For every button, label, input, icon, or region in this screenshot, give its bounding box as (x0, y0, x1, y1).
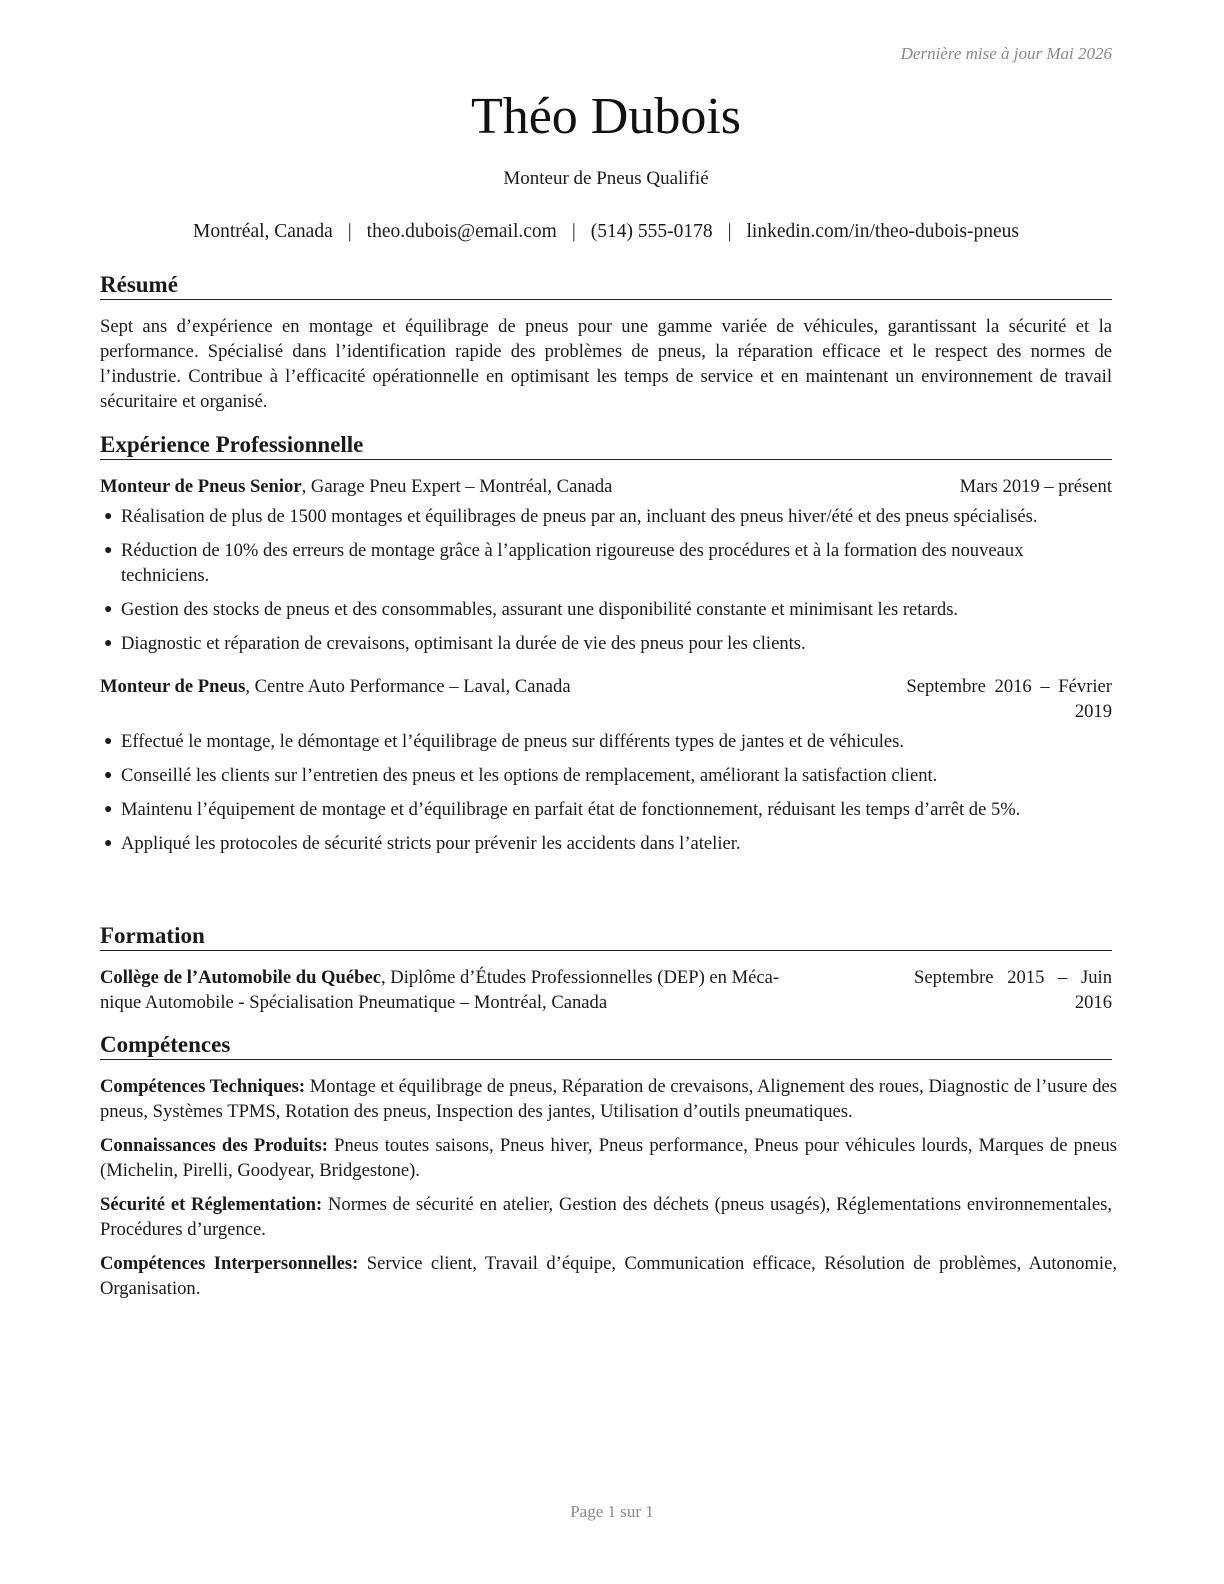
skill-group: Connaissances des Produits: Pneus toutes saisons, Pneus hiver, Pneus performance, Pneus pour véhicules lourds, Marques de pneus (Michelin, Pirelli, Goodyear, Bridgestone). (100, 1135, 1117, 1181)
bullet-icon: ● (104, 836, 113, 851)
skills-list (100, 1074, 1117, 1301)
education-details: Collège de l’Automobile du Québec, Diplôme d’Études Professionnelles (DEP) en Méca- nique Automobile - Spécialisation Pneumatique – Montréal, Canada (100, 967, 780, 1013)
summary-text: Sept ans d’expérience en montage et équilibrage de pneus pour une gamme variée de véhicules, garantissant la sécurité et la performance. Spécialisé dans l’identification rapide des problèmes de pneus, la réparation efficace et le respect des normes de l’industrie. Contribue à l’efficacité opérationnelle en optimisant les temps de service et en maintenant un environnement de travail sécuritaire et organisé. (100, 316, 1112, 412)
contact-linkedin[interactable]: linkedin.com/in/theo-dubois-pneus (746, 221, 1019, 242)
contact-phone: (514) 555-0178 (590, 221, 713, 242)
bullet-icon: ● (104, 602, 113, 617)
job-entry (100, 674, 1112, 856)
contact-separator: | (727, 221, 732, 242)
job-company: , Garage Pneu Expert – Montréal, Canada (301, 476, 613, 497)
school-name: Collège de l’Automobile du Québec (100, 967, 381, 988)
education-section (100, 922, 1112, 1015)
job-dates: Mars 2019 – présent (959, 476, 1112, 497)
list-item: ● Gestion des stocks de pneus et des consommables, assurant une disponibilité constante et minimisant les retards. (104, 599, 959, 620)
contact-separator: | (347, 221, 352, 242)
skills-section (100, 1031, 1117, 1310)
list-item: ● Conseillé les clients sur l’entretien des pneus et les options de remplacement, améliorant la satisfaction client. (104, 765, 938, 786)
list-item: ● Appliqué les protocoles de sécurité stricts pour prévenir les accidents dans l’atelier. (104, 833, 741, 854)
contact-email[interactable]: theo.dubois@email.com (366, 221, 557, 242)
section-heading: Formation (100, 922, 1112, 951)
education-entry (100, 965, 1112, 1015)
job-bullets (100, 729, 1112, 856)
bullet-icon: ● (104, 636, 113, 651)
list-item: ● Réalisation de plus de 1500 montages et équilibrages de pneus par an, incluant des pneus hiver/été et des pneus spécialisés. (104, 506, 1038, 527)
bullet-icon: ● (104, 543, 113, 558)
section-heading: Résumé (100, 271, 1112, 300)
contact-separator: | (571, 221, 576, 242)
skill-group: Sécurité et Réglementation: Normes de sécurité en atelier, Gestion des déchets (pneus usagés), Réglementations environnementales, Procédures d’urgence. (100, 1194, 1113, 1240)
bullet-icon: ● (104, 734, 113, 749)
list-item: ● Diagnostic et réparation de crevaisons, optimisant la durée de vie des pneus pour les clients. (104, 633, 806, 654)
section-heading: Compétences (100, 1031, 1112, 1060)
bullet-icon: ● (104, 802, 113, 817)
last-updated-date: Dernière mise à jour Mai 2026 (900, 44, 1112, 63)
bullet-icon: ● (104, 509, 113, 524)
page-number: Page 1 sur 1 (570, 1502, 654, 1521)
education-dates: Septembre 2015 – Juin 2016 (914, 967, 1112, 1013)
job-bullets (100, 504, 1112, 656)
job-entry (100, 474, 1112, 656)
candidate-title: Monteur de Pneus Qualifié (503, 168, 709, 189)
list-item: ● Réduction de 10% des erreurs de montage grâce à l’application rigoureuse des procédures et à la formation des nouveaux techniciens. (104, 540, 1024, 586)
job-role: Monteur de Pneus Senior (100, 476, 302, 497)
list-item: ● Maintenu l’équipement de montage et d’équilibrage en parfait état de fonctionnement, réduisant les temps d’arrêt de 5%. (104, 799, 1021, 820)
job-header (100, 474, 1112, 499)
contact-line (100, 219, 1112, 245)
contact-location: Montréal, Canada (193, 221, 333, 242)
bullet-icon: ● (104, 768, 113, 783)
job-header (100, 674, 1112, 724)
section-heading: Expérience Professionnelle (100, 431, 1112, 460)
skill-group: Compétences Interpersonnelles: Service client, Travail d’équipe, Communication efficace, Résolution de problèmes, Autonomie, Organisation. (100, 1253, 1117, 1299)
summary-section (100, 271, 1112, 414)
job-company: , Centre Auto Performance – Laval, Canada (245, 676, 571, 697)
experience-section (100, 431, 1112, 865)
job-dates: Septembre 2016 – Février 2019 (906, 676, 1112, 722)
candidate-name: Théo Dubois (470, 88, 742, 145)
job-role: Monteur de Pneus (100, 676, 246, 697)
skill-group: Compétences Techniques: Montage et équilibrage de pneus, Réparation de crevaisons, Alignement des roues, Diagnostic de l’usure des pneus, Systèmes TPMS, Rotation des pneus, Inspection des jantes, Utilisation d’outils pneumatiques. (100, 1076, 1117, 1122)
list-item: ● Effectué le montage, le démontage et l’équilibrage de pneus sur différents types de jantes et de véhicules. (104, 731, 905, 752)
